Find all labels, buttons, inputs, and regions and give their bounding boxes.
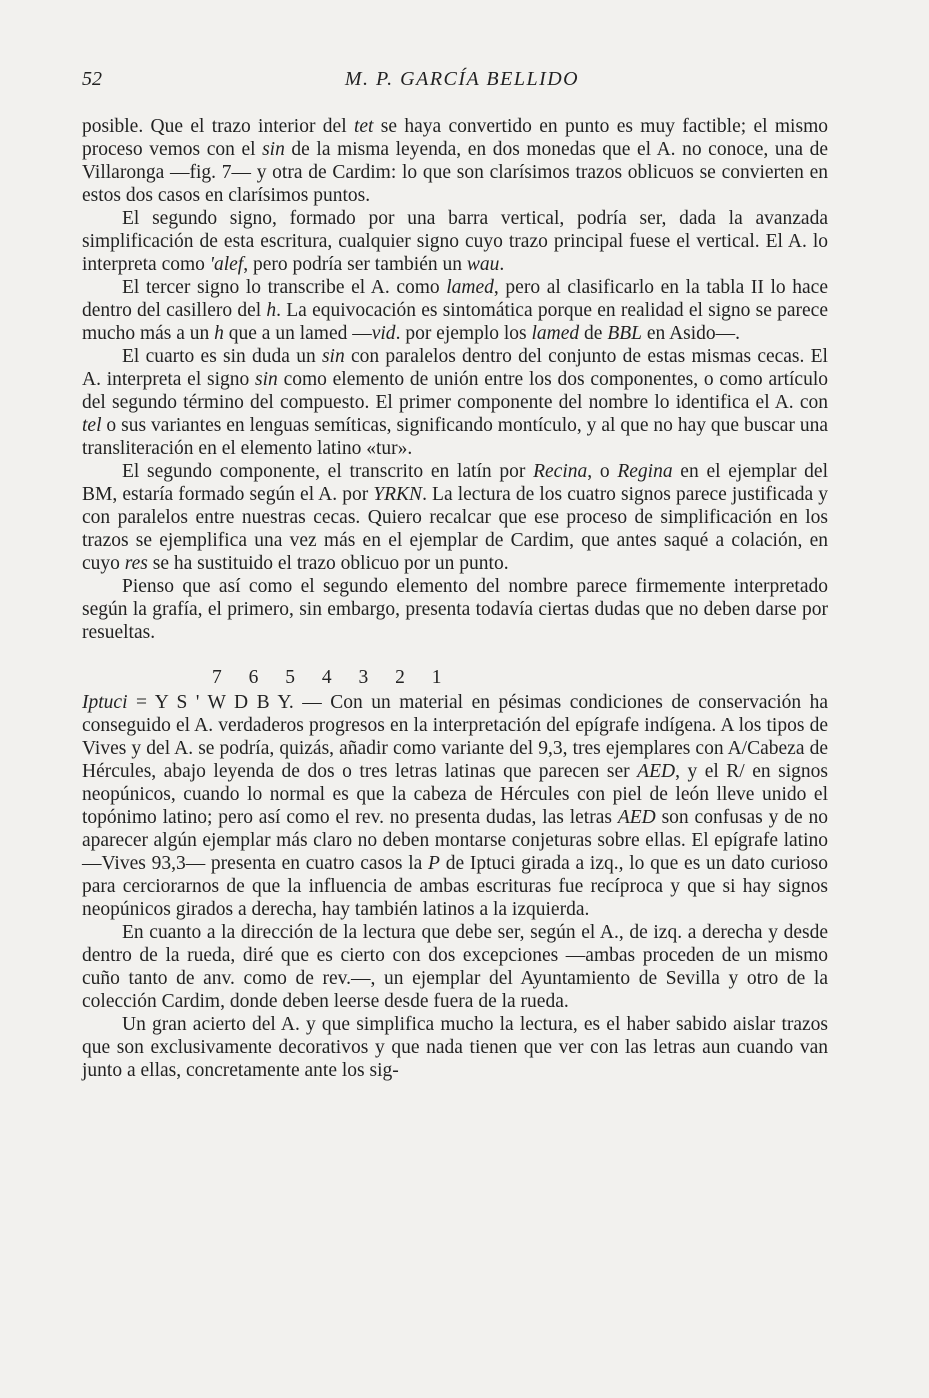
italic-term: Iptuci [82,692,128,713]
running-title: M. P. GARCÍA BELLIDO [344,68,580,90]
page-header [82,68,842,98]
spacer [82,644,828,666]
paragraph-1: posible. Que el trazo interior del tet se haya convertido en punto es muy factible; el mismo proceso vemos con el sin de la misma leyenda, en dos monedas que el A. no conoce, una de Villaronga —fig. 7— y otra de Cardim: lo que son clarísimos trazos oblicuos se convierten en estos dos casos en clarísimos puntos. [82,116,828,206]
body-text [82,115,828,1082]
sign-number: 7 [212,667,229,688]
italic-term: tet [353,116,374,137]
italic-term: Regina [617,461,673,482]
italic-term: lamed [531,323,580,344]
italic-term: tel [82,415,102,436]
italic-term: AED [637,761,676,782]
italic-term: AED [617,807,656,828]
sign-number: 2 [395,667,412,688]
italic-term: sin [262,139,285,160]
paragraph-9: Un gran acierto del A. y que simplifica mucho la lectura, es el haber sabido aislar trazos que son exclusivamente decorativos y que nada tienen que ver con las letras aun cuando van junto a ellas, concretamente ante los sig- [82,1014,828,1081]
italic-term: vid [371,323,396,344]
sign-number: 4 [321,667,339,688]
paragraph-2: El segundo signo, formado por una barra vertical, podría ser, dada la avanzada simplificación de esta escritura, cualquier signo cuyo trazo principal fuese el vertical. El A. lo interpreta como 'alef, pero podría ser también un wau. [82,208,828,275]
paragraph-6: Pienso que así como el segundo elemento del nombre parece firmemente interpretado según la grafía, el primero, sin embargo, presenta todavía ciertas dudas que no deben darse por resueltas. [82,576,828,643]
paragraph-8: En cuanto a la dirección de la lectura que debe ser, según el A., de izq. a derecha y desde dentro de la rueda, diré que es cierto con dos excepciones —ambas proceden de un mismo cuño tanto de anv. como de rev.—, un ejemplar del Ayuntamiento de Sevilla y otro de la colección Cardim, donde deben leerse desde fuera de la rueda. [82,922,828,1012]
italic-term: Recina [533,461,588,482]
sign-numbering [212,666,828,689]
paragraph-3: El tercer signo lo transcribe el A. como lamed, pero al clasificarlo en la tabla II lo hace dentro del casillero del h. La equivocación es sintomática porque en realidad el signo se parece mucho más a un h que a un lamed —vid. por ejemplo los lamed de BBL en Asido—. [82,277,828,344]
sign-number: 3 [358,667,376,688]
italic-term: sin [255,369,278,390]
sign-number: 5 [285,667,302,688]
italic-term: sin [321,346,345,367]
page-number: 52 [82,68,102,90]
paragraph-7: Iptuci = Y S ' W D B Y. — Con un material en pésimas condiciones de conservación ha conseguido el A. verdaderos progresos en la interpretación del epígrafe indígena. A los tipos de Vives y del A. se podría, quizás, añadir como variante del 9,3, tres ejemplares con A/Cabeza de Hércules, abajo leyenda de dos o tres letras latinas que parecen ser AED, y el R/ en signos neopúnicos, cuando lo normal es que la cabeza de Hércules con piel de león lleve unido el topónimo latino; pero así como el rev. no presenta dudas, las letras AED son confusas y de no aparecer algún ejemplar más claro no deben montarse conjeturas sobre ellas. El epígrafe latino —Vives 93,3— presenta en cuatro casos la P de Iptuci girada a izq., lo que es un dato curioso para cerciorarnos de que la influencia de ambas escrituras fue recíproca y que si hay signos neopúnicos girados a derecha, hay también latinos a la izquierda. [82,692,829,920]
italic-term: YRKN [373,484,423,505]
italic-term: lamed [446,277,494,298]
sign-number: 6 [248,667,266,688]
italic-term: P [428,853,440,874]
paragraph-5: El segundo componente, el transcrito en latín por Recina, o Regina en el ejemplar del BM, estaría formado según el A. por YRKN. La lectura de los cuatro signos parece justificada y con paralelos entre nuestras cecas. Quiero recalcar que ese proceso de simplificación en los trazos se ejemplifica una vez más en el ejemplar de Cardim, que antes saqué a colación, en cuyo res se ha sustituido el trazo oblicuo por un punto. [82,461,829,574]
italic-term: 'alef [209,254,244,275]
italic-term: h [214,323,224,344]
italic-term: BBL [607,323,642,344]
italic-term: wau [466,254,500,275]
paragraph-4: El cuarto es sin duda un sin con paralelos dentro del conjunto de estas mismas cecas. El A. interpreta el signo sin como elemento de unión entre los dos componentes, o como artículo del segundo término del compuesto. El primer componente del nombre lo identifica el A. con tel o sus variantes en lenguas semíticas, significando montículo, y al que no hay que buscar una transliteración en el elemento latino «tur». [82,346,829,459]
italic-term: h [266,300,277,321]
italic-term: res [124,553,148,574]
sign-number: 1 [431,667,449,688]
